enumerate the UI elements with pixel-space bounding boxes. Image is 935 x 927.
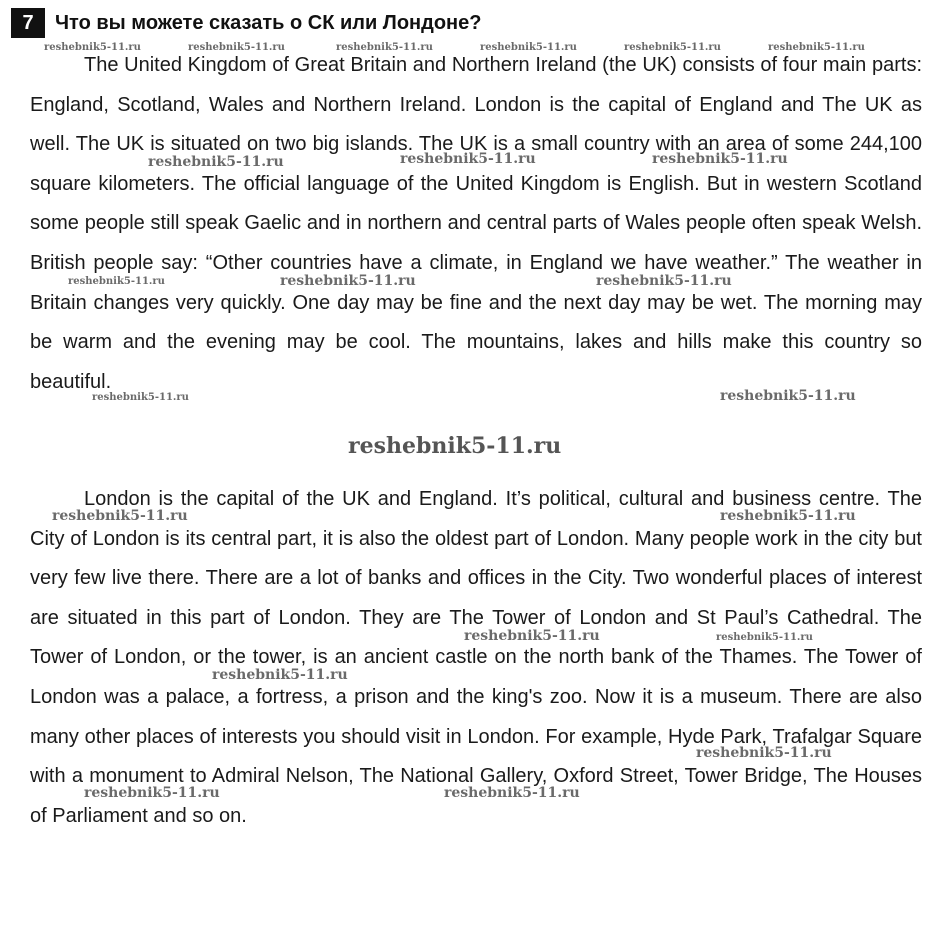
watermark: reshebnik5-11.ru [596,273,732,289]
watermark: reshebnik5-11.ru [444,785,580,801]
task-number-badge: 7 [11,8,45,38]
watermark: reshebnik5-11.ru [84,785,220,801]
watermark-large: reshebnik5-11.ru [348,433,562,459]
watermark: reshebnik5-11.ru [52,508,188,524]
watermark: reshebnik5-11.ru [720,388,856,404]
watermark: reshebnik5-11.ru [720,508,856,524]
watermark: reshebnik5-11.ru [280,273,416,289]
watermark: reshebnik5-11.ru [44,42,141,53]
watermark: reshebnik5-11.ru [652,151,788,167]
watermark: reshebnik5-11.ru [768,42,865,53]
watermark: reshebnik5-11.ru [336,42,433,53]
watermark: reshebnik5-11.ru [148,154,284,170]
task-title: Что вы можете сказать о СК или Лондоне? [55,11,482,34]
watermark: reshebnik5-11.ru [212,667,348,683]
watermark: reshebnik5-11.ru [68,276,165,287]
watermark: reshebnik5-11.ru [400,151,536,167]
watermark: reshebnik5-11.ru [464,628,600,644]
watermark: reshebnik5-11.ru [696,745,832,761]
watermark: reshebnik5-11.ru [480,42,577,53]
watermark: reshebnik5-11.ru [624,42,721,53]
paragraph-uk: The United Kingdom of Great Britain and Northern Ireland (the UK) consists of four main parts: England, Scotland, Wales and Northern Ireland. London is the capital of England and The UK as well. The UK is situated on two big islands. The UK is a small country with an area of some 244,100 square kilometers. The official language of the United Kingdom is English. But in western Scotland some people still speak Gaelic and in northern and central parts of Wales people often speak Welsh. British people say: “Other countries have a climate, in England we have weather.” The weather in Britain changes very quickly. One day may be fine and the next day may be wet. The morning may be warm and the evening may be cool. The mountains, lakes and hills make this country so beautiful. [30,54,922,393]
paragraph-london: London is the capital of the UK and England. It’s political, cultural and business centre. The City of London is its central part, it is also the oldest part of London. Many people work in the city but very few live there. There are a lot of banks and offices in the City. Two wonderful places of interest are situated in this part of London. They are The Tower of London and St Paul’s Cathedral. The Tower of London, or the tower, is an ancient castle on the north bank of the Thames. The Tower of London was a palace, a fortress, a prison and the king's zoo. Now it is a museum. There are also many other places of interests you should visit in London. For example, Hyde Park, Trafalgar Square with a monument to Admiral Nelson, The National Gallery, Oxford Street, Tower Bridge, The Houses of Parliament and so on. [30,488,922,827]
watermark: reshebnik5-11.ru [188,42,285,53]
watermark: reshebnik5-11.ru [716,632,813,643]
watermark: reshebnik5-11.ru [92,392,189,403]
task-header [11,8,481,38]
